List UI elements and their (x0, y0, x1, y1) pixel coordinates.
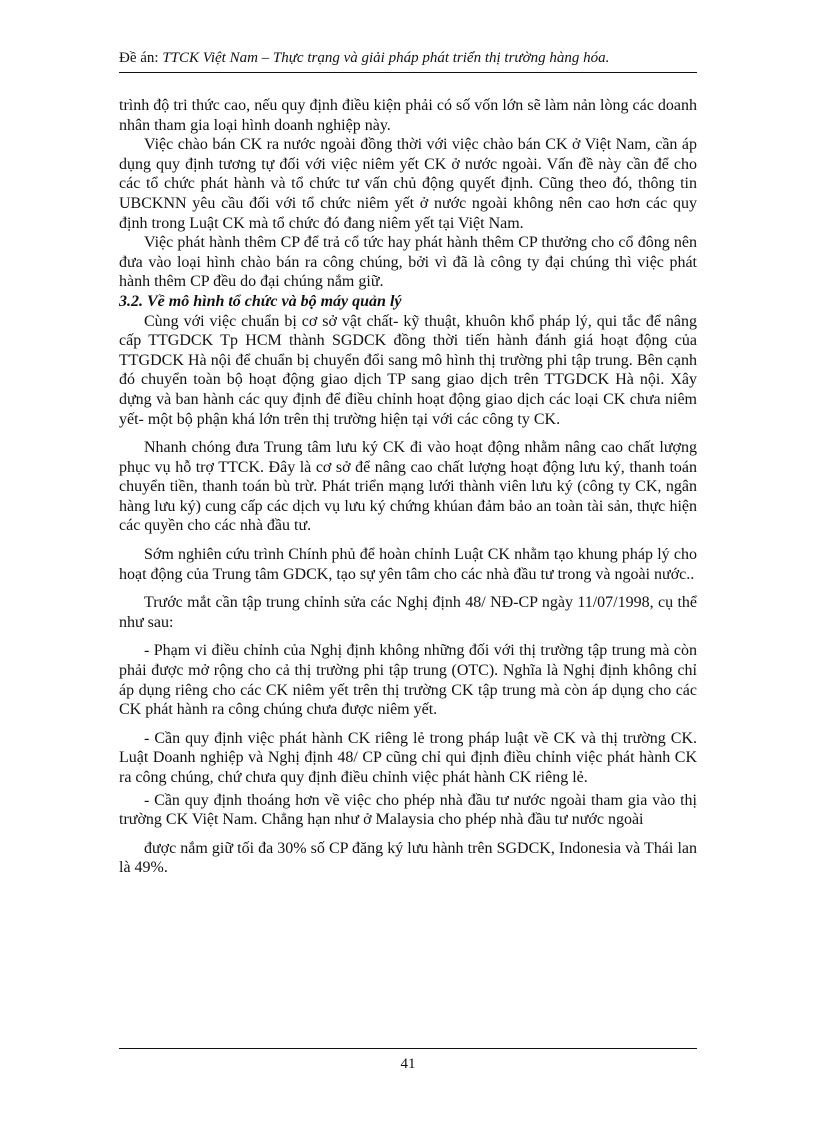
document-body (119, 96, 697, 878)
paragraph: Việc phát hành thêm CP để trả cổ tức hay phát hành thêm CP thưởng cho cổ đông nên đưa vào loại hình chào bán ra công chúng, bởi vì đã là công ty đại chúng thì việc phát hành thêm CP đều do đại chúng nắm giữ. (119, 234, 697, 291)
paragraph: được nắm giữ tối đa 30% số CP đăng ký lưu hành trên SGDCK, Indonesia và Thái lan là 49%. (119, 839, 697, 877)
header-label: Đề án: (119, 50, 163, 66)
paragraph: Trước mắt cần tập trung chỉnh sửa các Nghị định 48/ NĐ-CP ngày 11/07/1998, cụ thể như sau: (119, 594, 697, 631)
list-item: - Cần quy định việc phát hành CK riêng lẻ trong pháp luật về CK và thị trường CK. Luật Doanh nghiệp và Nghị định 48/ CP cũng chỉ qui định điều chỉnh việc phát hành CK ra công chúng, chứ chưa quy định điều chỉnh việc phát hành CK riêng lẻ. (119, 729, 697, 786)
section-heading: 3.2. Về mô hình tổ chức và bộ máy quản lý (119, 292, 402, 310)
paragraph: Việc chào bán CK ra nước ngoài đồng thời với việc chào bán CK ở Việt Nam, cần áp dụng quy định tương tự đối với việc niêm yết CK ở nước ngoài. Vấn đề này cần để cho các tổ chức phát hành và tổ chức tư vấn chủ động quyết định. Cũng theo đó, thông tin UBCKNN yêu cầu đối với tổ chức niêm yết ở nước ngoài không nên cao hơn các quy định trong Luật CK mà tổ chức đó đang niêm yết tại Việt Nam. (119, 136, 697, 232)
running-header (119, 48, 697, 68)
list-item: - Phạm vi điều chỉnh của Nghị định không những đối với thị trường tập trung mà còn phải được mở rộng cho cả thị trường phi tập trung (OTC). Nghĩa là Nghị định không chỉ áp dụng riêng cho các CK niêm yết trên thị trường CK tập trung mà còn áp dụng cho các CK phát hành ra công chúng chưa được niêm yết. (119, 642, 697, 719)
paragraph: Sớm nghiên cứu trình Chính phủ để hoàn chỉnh Luật CK nhằm tạo khung pháp lý cho hoạt động của Trung tâm GDCK, tạo sự yên tâm cho các nhà đầu tư trong và ngoài nước.. (119, 546, 697, 583)
page-number: 41 (400, 1056, 416, 1072)
paragraph-continuation: trình độ tri thức cao, nếu quy định điều kiện phải có số vốn lớn sẽ làm nản lòng các doanh nhân tham gia loại hình doanh nghiệp này. (119, 97, 697, 134)
footer-rule (119, 1048, 697, 1049)
paragraph: Nhanh chóng đưa Trung tâm lưu ký CK đi vào hoạt động nhằm nâng cao chất lượng phục vụ hỗ trợ TTCK. Đây là cơ sở để nâng cao chất lượng hoạt động lưu ký, thanh toán chuyển tiền, thanh toán bù trừ. Phát triển mạng lưới thành viên lưu ký (công ty CK, ngân hàng lưu ký) cung cấp các dịch vụ lưu ký chứng khúan đảm bảo an toàn tài sản, thực hiện các quyền cho các nhà đầu tư. (119, 439, 697, 535)
header-rule (119, 72, 697, 73)
header-title: TTCK Việt Nam – Thực trạng và giải pháp phát triển thị trường hàng hóa. (162, 50, 610, 66)
paragraph: Cùng với việc chuẩn bị cơ sở vật chất- kỹ thuật, khuôn khổ pháp lý, qui tắc để nâng cấp TTGDCK Tp HCM thành SGDCK đồng thời tiến hành đánh giá hoạt động của TTGDCK Hà nội để chuẩn bị chuyển đổi sang mô hình thị trường phi tập trung. Bên cạnh đó chuyển toàn bộ hoạt động giao dịch TP sang giao dịch trên TTGDCK Hà nội. Xây dựng và ban hành các quy định để điều chỉnh hoạt động giao dịch các loại CK chưa niêm yết- một bộ phận khá lớn trên thị trường hiện tại với các công ty CK. (119, 312, 697, 428)
list-item: - Cần quy định thoáng hơn về việc cho phép nhà đầu tư nước ngoài tham gia vào thị trường CK Việt Nam. Chẳng hạn như ở Malaysia cho phép nhà đầu tư nước ngoài (119, 791, 697, 829)
